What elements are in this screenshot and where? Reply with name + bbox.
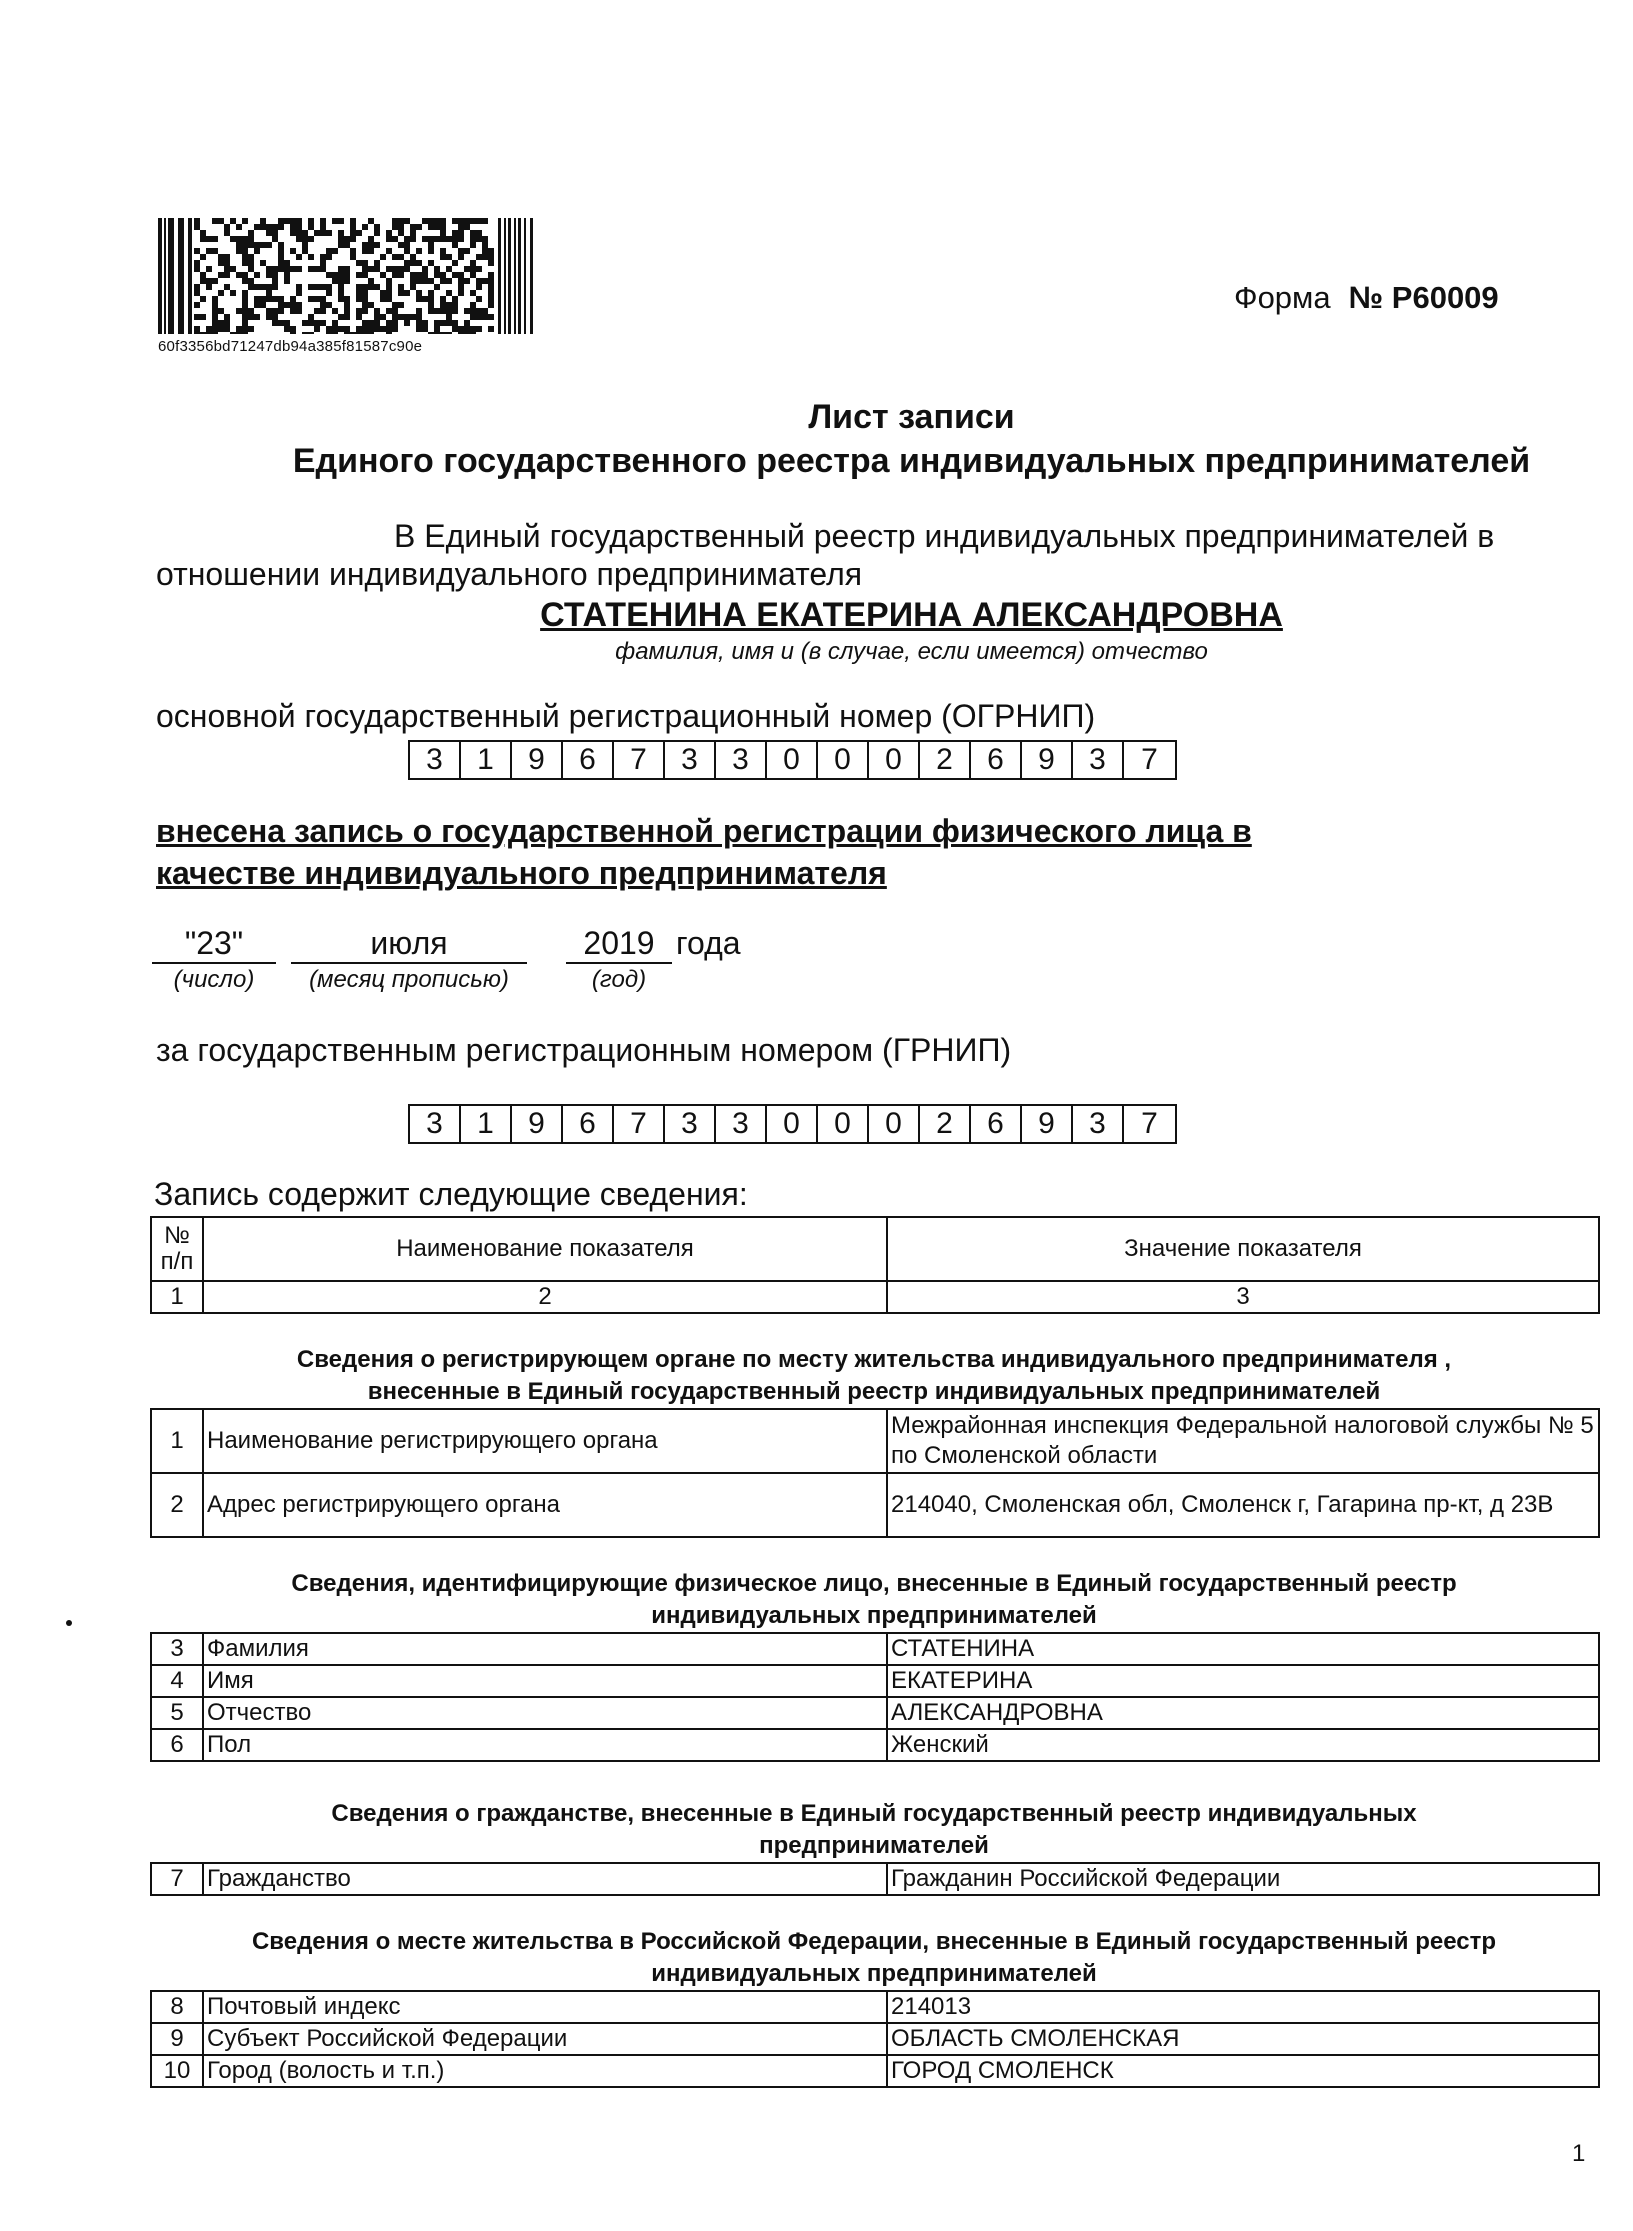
ogrnip-digit: 7	[614, 742, 665, 778]
row-value: Гражданин Российской Федерации	[887, 1863, 1599, 1895]
header-index-2: 2	[203, 1281, 887, 1313]
row-number: 4	[151, 1665, 203, 1697]
page-subtitle: Единого государственного реестра индивидуальных предпринимателей	[292, 442, 1531, 480]
row-name: Субъект Российской Федерации	[203, 2023, 887, 2055]
section-title-identification	[150, 1568, 1598, 1632]
row-value: АЛЕКСАНДРОВНА	[887, 1697, 1599, 1729]
grnip-digit: 7	[1141, 1107, 1158, 1140]
row-value: Межрайонная инспекция Федеральной налоговой службы № 5 по Смоленской области	[887, 1409, 1599, 1473]
grnip-digit: 9	[512, 1106, 563, 1142]
date-year-suffix: года	[676, 925, 741, 961]
barcode-code: 60f3356bd71247db94a385f81587c90e	[158, 338, 423, 355]
ogrnip-digit: 0	[869, 742, 920, 778]
section-title-line: Сведения о гражданстве, внесенные в Единый государственный реестр индивидуальных	[331, 1800, 1417, 1827]
header-col-value: Значение показателя	[887, 1217, 1599, 1281]
section-title-residence	[150, 1926, 1598, 1990]
row-name: Наименование регистрирующего органа	[203, 1409, 887, 1473]
row-name: Гражданство	[203, 1863, 887, 1895]
section-title-line: предпринимателей	[759, 1832, 989, 1859]
grnip-digit: 6	[563, 1106, 614, 1142]
table-row	[151, 1991, 1599, 2023]
header-table	[150, 1216, 1600, 1314]
row-name: Фамилия	[203, 1633, 887, 1665]
date-day: "23"	[152, 925, 276, 964]
grnip-digit: 7	[614, 1106, 665, 1142]
record-statement-line-1: внесена запись о государственной регистрации физического лица в	[156, 813, 1252, 849]
table-row	[151, 1665, 1599, 1697]
ogrnip-digit: 0	[767, 742, 818, 778]
section-title-line: индивидуальных предпринимателей	[651, 1602, 1097, 1629]
intro-line-1: В Единый государственный реестр индивидуальных предпринимателей в	[394, 518, 1495, 554]
grnip-digit: 1	[461, 1106, 512, 1142]
grnip-digit: 0	[767, 1106, 818, 1142]
identification-table	[150, 1632, 1600, 1762]
row-name: Пол	[203, 1729, 887, 1761]
row-name: Город (волость и т.п.)	[203, 2055, 887, 2087]
header-index-1: 1	[151, 1281, 203, 1313]
ogrnip-digit: 6	[971, 742, 1022, 778]
row-number: 8	[151, 1991, 203, 2023]
grnip-digit: 3	[665, 1106, 716, 1142]
date-year: 2019	[566, 925, 672, 964]
row-value: ГОРОД СМОЛЕНСК	[887, 2055, 1599, 2087]
ogrnip-digit: 3	[716, 742, 767, 778]
header-col-name: Наименование показателя	[203, 1217, 887, 1281]
row-value: ОБЛАСТЬ СМОЛЕНСКАЯ	[887, 2023, 1599, 2055]
grnip-number	[408, 1104, 1177, 1144]
intro-line-2: отношении индивидуального предпринимателя	[156, 556, 863, 592]
row-number: 1	[151, 1409, 203, 1473]
section-title-citizenship	[150, 1798, 1598, 1862]
grnip-label: за государственным регистрационным номером (ГРНИП)	[156, 1032, 1012, 1068]
row-number: 5	[151, 1697, 203, 1729]
page-title: Лист записи	[808, 398, 1015, 436]
page-number: 1	[1572, 2140, 1586, 2167]
header-col-number: № п/п	[151, 1217, 203, 1281]
row-name: Адрес регистрирующего органа	[203, 1473, 887, 1537]
record-statement-line-2: качестве индивидуального предпринимателя	[156, 855, 887, 891]
ogrnip-digit: 0	[818, 742, 869, 778]
row-name: Имя	[203, 1665, 887, 1697]
date-month-hint: (месяц прописью)	[309, 966, 509, 993]
ogrnip-label: основной государственный регистрационный номер (ОГРНИП)	[156, 698, 1096, 734]
ogrnip-digit: 7	[1141, 743, 1158, 776]
grnip-digit: 3	[1073, 1106, 1124, 1142]
date-day-hint: (число)	[173, 966, 255, 993]
section-title-line: индивидуальных предпринимателей	[651, 1960, 1097, 1987]
scan-dot-mark	[66, 1620, 72, 1626]
form-label	[1234, 280, 1499, 316]
section-title-line: внесенные в Единый государственный реестр индивидуальных предпринимателей	[367, 1378, 1381, 1405]
table-row	[151, 2023, 1599, 2055]
grnip-digit: 3	[410, 1106, 461, 1142]
ogrnip-digit: 3	[410, 742, 461, 778]
ogrnip-digit: 1	[461, 742, 512, 778]
grnip-digit: 0	[869, 1106, 920, 1142]
section-title-line: Сведения о регистрирующем органе по месту жительства индивидуального предпринимателя ,	[296, 1346, 1452, 1373]
ogrnip-digit: 9	[512, 742, 563, 778]
section-title-line: Сведения о месте жительства в Российской Федерации, внесенные в Единый государственный реестр	[251, 1928, 1497, 1955]
row-number: 9	[151, 2023, 203, 2055]
row-value: 214040, Смоленская обл, Смоленск г, Гагарина пр-кт, д 23В	[887, 1473, 1599, 1537]
row-number: 3	[151, 1633, 203, 1665]
row-value: Женский	[887, 1729, 1599, 1761]
grnip-digit: 3	[716, 1106, 767, 1142]
table-row	[151, 1473, 1599, 1537]
barcode-image	[158, 218, 534, 334]
section-title-line: Сведения, идентифицирующие физическое лицо, внесенные в Единый государственный реестр	[291, 1570, 1457, 1597]
table-row	[151, 1409, 1599, 1473]
row-number: 10	[151, 2055, 203, 2087]
row-number: 7	[151, 1863, 203, 1895]
row-value: СТАТЕНИНА	[887, 1633, 1599, 1665]
header-index-3: 3	[887, 1281, 1599, 1313]
person-full-name: СТАТЕНИНА ЕКАТЕРИНА АЛЕКСАНДРОВНА	[540, 596, 1283, 634]
table-row	[151, 2055, 1599, 2087]
ogrnip-digit: 3	[1073, 742, 1124, 778]
ogrnip-digit: 6	[563, 742, 614, 778]
ogrnip-digit: 2	[920, 742, 971, 778]
grnip-digit: 0	[818, 1106, 869, 1142]
date-month: июля	[291, 925, 527, 964]
grnip-digit: 2	[920, 1106, 971, 1142]
row-name: Почтовый индекс	[203, 1991, 887, 2023]
record-contains-heading: Запись содержит следующие сведения:	[154, 1176, 748, 1212]
row-number: 2	[151, 1473, 203, 1537]
row-name: Отчество	[203, 1697, 887, 1729]
date-year-hint: (год)	[591, 966, 647, 993]
table-row	[151, 1633, 1599, 1665]
citizenship-table	[150, 1862, 1600, 1896]
table-row	[151, 1863, 1599, 1895]
row-value: 214013	[887, 1991, 1599, 2023]
row-number: 6	[151, 1729, 203, 1761]
registering-authority-table	[150, 1408, 1600, 1538]
table-row	[151, 1729, 1599, 1761]
row-value: ЕКАТЕРИНА	[887, 1665, 1599, 1697]
residence-table	[150, 1990, 1600, 2088]
grnip-digit: 9	[1022, 1106, 1073, 1142]
ogrnip-digit: 9	[1022, 742, 1073, 778]
grnip-digit: 6	[971, 1106, 1022, 1142]
form-number: № Р60009	[1348, 280, 1499, 315]
section-title-registering-authority	[150, 1344, 1598, 1408]
table-row	[151, 1697, 1599, 1729]
person-name-hint: фамилия, имя и (в случае, если имеется) отчество	[615, 638, 1208, 665]
ogrnip-digit: 3	[665, 742, 716, 778]
record-statement	[156, 810, 1252, 894]
ogrnip-number	[408, 740, 1177, 780]
form-word: Форма	[1234, 280, 1331, 315]
